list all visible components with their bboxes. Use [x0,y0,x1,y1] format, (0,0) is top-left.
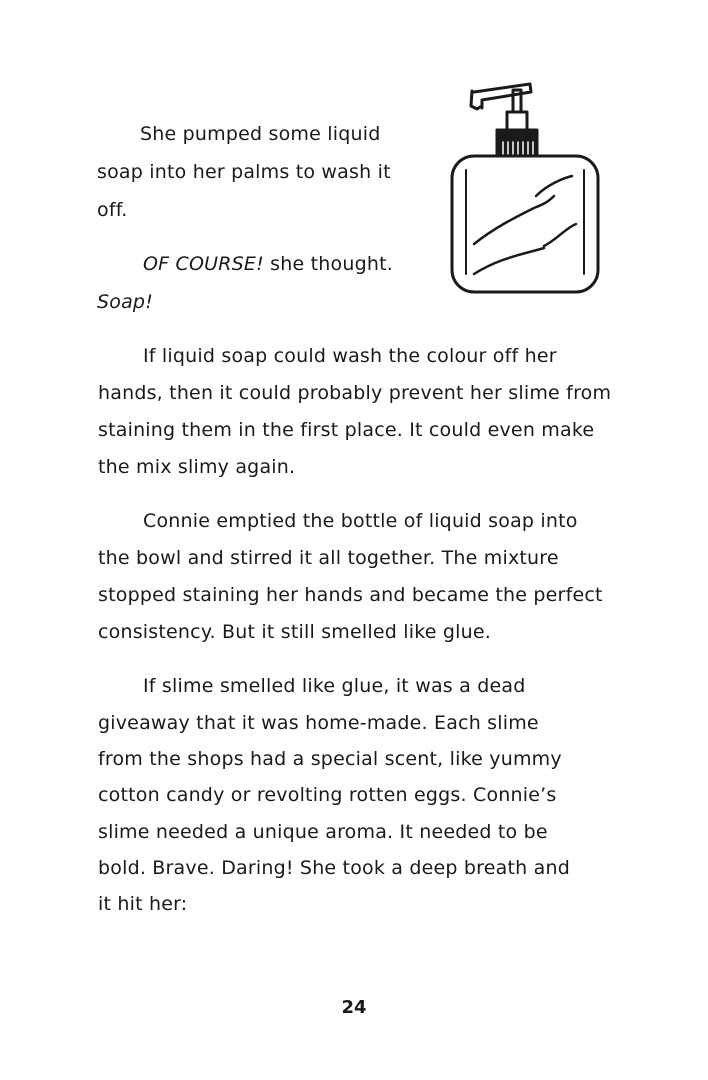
text-line [143,252,393,276]
page-number: 24 [341,997,367,1018]
text-line: the bowl and stirred it all together. The mixture [98,547,559,569]
text-line: If liquid soap could wash the colour off her [143,345,557,367]
text-line: cotton candy or revolting rotten eggs. Connie’s [98,784,557,806]
text-line: bold. Brave. Daring! She took a deep breath and [98,857,570,879]
text-line: giveaway that it was home-made. Each slime [98,712,539,734]
text-line: stopped staining her hands and became the perfect [98,584,603,606]
text-line: soap into her palms to wash it [97,161,391,183]
text-line: She pumped some liquid [140,123,381,145]
text-line: the mix slimy again. [98,456,296,478]
text-line: slime needed a unique aroma. It needed to be [98,821,548,843]
text-span: she thought. [263,253,393,275]
text-line: from the shops had a special scent, like yummy [98,748,562,770]
text-line: consistency. But it still smelled like glue. [98,621,491,643]
text-line: If slime smelled like glue, it was a dead [143,675,526,697]
text-line: Connie emptied the bottle of liquid soap into [143,510,578,532]
text-line: it hit her: [98,893,188,915]
text-line: hands, then it could probably prevent her slime from [98,382,612,404]
text-line: Soap! [97,291,154,313]
soap-pump-bottle-icon [444,78,610,298]
text-line: off. [97,199,128,221]
exclamation-italic: OF COURSE! [143,253,264,275]
text-line: staining them in the first place. It could even make [98,419,595,441]
